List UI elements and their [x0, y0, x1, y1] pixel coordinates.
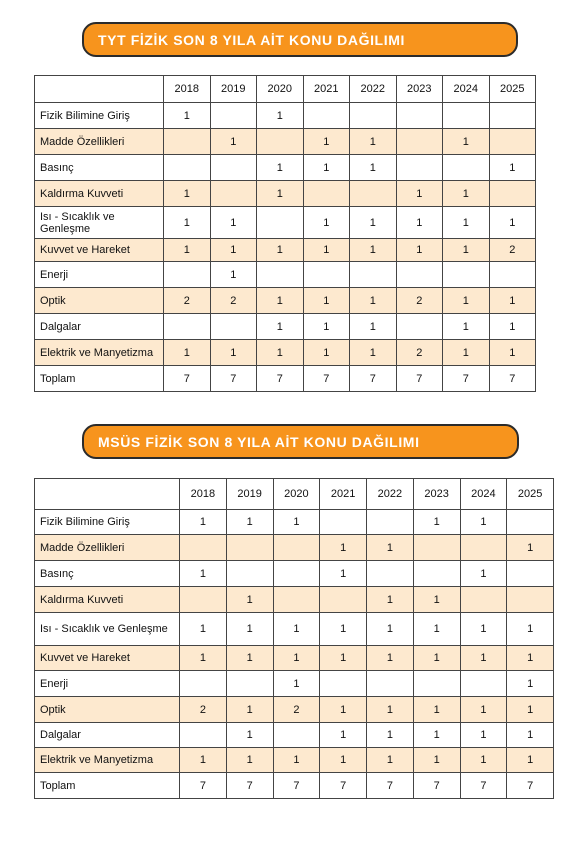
count-cell: 1: [226, 748, 273, 773]
count-cell: 1: [257, 340, 304, 366]
count-cell: 1: [320, 535, 367, 561]
count-cell: 1: [303, 129, 350, 155]
count-cell: [507, 561, 554, 587]
topic-cell: Optik: [35, 288, 164, 314]
count-cell: 1: [273, 510, 320, 535]
count-cell: 1: [460, 697, 507, 723]
table-row: [35, 314, 536, 340]
tyt-distribution-table: [34, 75, 536, 392]
count-cell: 1: [443, 314, 490, 340]
count-cell: 1: [164, 340, 211, 366]
count-cell: 7: [226, 773, 273, 799]
count-cell: 1: [489, 314, 536, 340]
count-cell: [443, 262, 490, 288]
count-cell: [210, 103, 257, 129]
count-cell: 7: [350, 366, 397, 392]
count-cell: 1: [273, 646, 320, 671]
tyt-title-banner: [82, 22, 518, 57]
count-cell: [489, 181, 536, 207]
count-cell: 1: [180, 613, 227, 646]
topic-cell: Dalgalar: [35, 723, 180, 748]
tyt-title: TYT FİZİK SON 8 YILA AİT KONU DAĞILIMI: [98, 31, 405, 48]
topic-cell: Fizik Bilimine Giriş: [35, 510, 180, 535]
table-row: [35, 613, 554, 646]
count-cell: 1: [367, 646, 414, 671]
count-cell: 1: [460, 561, 507, 587]
count-cell: 1: [396, 181, 443, 207]
count-cell: 2: [273, 697, 320, 723]
count-cell: 1: [320, 613, 367, 646]
count-cell: 1: [489, 207, 536, 239]
count-cell: [320, 587, 367, 613]
count-cell: 1: [413, 510, 460, 535]
table-row: [35, 697, 554, 723]
count-cell: [164, 262, 211, 288]
count-cell: [443, 103, 490, 129]
count-cell: 1: [210, 129, 257, 155]
count-cell: 1: [210, 239, 257, 262]
count-cell: 1: [226, 587, 273, 613]
year-header: 2024: [443, 76, 490, 103]
count-cell: 1: [257, 103, 304, 129]
count-cell: 1: [443, 288, 490, 314]
count-cell: 1: [320, 723, 367, 748]
count-cell: 1: [413, 587, 460, 613]
count-cell: [460, 535, 507, 561]
count-cell: 7: [367, 773, 414, 799]
count-cell: [350, 103, 397, 129]
count-cell: 1: [257, 155, 304, 181]
count-cell: 1: [273, 671, 320, 697]
count-cell: [226, 535, 273, 561]
count-cell: 1: [180, 561, 227, 587]
count-cell: 1: [367, 535, 414, 561]
count-cell: 1: [180, 748, 227, 773]
count-cell: [257, 262, 304, 288]
count-cell: 1: [489, 340, 536, 366]
table-row: [35, 646, 554, 671]
year-header: 2019: [226, 479, 273, 510]
count-cell: 7: [210, 366, 257, 392]
msus-title-banner: [82, 424, 519, 459]
topic-cell: Kuvvet ve Hareket: [35, 239, 164, 262]
count-cell: 1: [460, 613, 507, 646]
topic-cell: Dalgalar: [35, 314, 164, 340]
year-header: 2025: [507, 479, 554, 510]
count-cell: [489, 262, 536, 288]
year-header: 2025: [489, 76, 536, 103]
header-row: [35, 479, 554, 510]
topic-cell: Basınç: [35, 155, 164, 181]
count-cell: [320, 671, 367, 697]
table-row: [35, 262, 536, 288]
count-cell: [396, 155, 443, 181]
count-cell: 1: [350, 207, 397, 239]
count-cell: 1: [413, 646, 460, 671]
count-cell: [303, 103, 350, 129]
count-cell: [413, 671, 460, 697]
count-cell: 1: [303, 288, 350, 314]
count-cell: [396, 129, 443, 155]
topic-cell: Isı - Sıcaklık ve Genleşme: [35, 613, 180, 646]
count-cell: [273, 723, 320, 748]
count-cell: 1: [507, 723, 554, 748]
count-cell: [164, 129, 211, 155]
count-cell: [396, 314, 443, 340]
count-cell: 1: [460, 748, 507, 773]
count-cell: [507, 587, 554, 613]
count-cell: [180, 723, 227, 748]
count-cell: 1: [273, 748, 320, 773]
table-row: [35, 671, 554, 697]
count-cell: 7: [180, 773, 227, 799]
count-cell: [303, 262, 350, 288]
count-cell: [507, 510, 554, 535]
topic-cell: Toplam: [35, 773, 180, 799]
table-row: [35, 129, 536, 155]
topic-cell: Kaldırma Kuvveti: [35, 181, 164, 207]
count-cell: [210, 314, 257, 340]
count-cell: 7: [507, 773, 554, 799]
count-cell: 1: [507, 697, 554, 723]
count-cell: [396, 262, 443, 288]
count-cell: [303, 181, 350, 207]
table-row: [35, 207, 536, 239]
count-cell: [273, 561, 320, 587]
count-cell: 1: [210, 207, 257, 239]
count-cell: [180, 671, 227, 697]
count-cell: [164, 155, 211, 181]
topic-cell: Enerji: [35, 671, 180, 697]
count-cell: 1: [303, 340, 350, 366]
count-cell: [180, 535, 227, 561]
count-cell: 1: [413, 748, 460, 773]
count-cell: 1: [350, 239, 397, 262]
count-cell: 1: [460, 646, 507, 671]
year-header: 2024: [460, 479, 507, 510]
count-cell: [226, 671, 273, 697]
count-cell: 1: [507, 671, 554, 697]
count-cell: [489, 103, 536, 129]
count-cell: [413, 561, 460, 587]
count-cell: 1: [367, 697, 414, 723]
table-row: [35, 340, 536, 366]
year-header: 2021: [303, 76, 350, 103]
count-cell: 1: [507, 535, 554, 561]
count-cell: 1: [303, 314, 350, 340]
count-cell: 1: [350, 155, 397, 181]
count-cell: 1: [320, 697, 367, 723]
msus-distribution-table: [34, 478, 554, 799]
topic-cell: Kaldırma Kuvveti: [35, 587, 180, 613]
count-cell: [396, 103, 443, 129]
count-cell: 7: [396, 366, 443, 392]
count-cell: 1: [507, 613, 554, 646]
count-cell: 2: [210, 288, 257, 314]
count-cell: [226, 561, 273, 587]
count-cell: [350, 262, 397, 288]
corner-cell: [35, 479, 180, 510]
count-cell: [257, 207, 304, 239]
count-cell: [273, 587, 320, 613]
topic-cell: Elektrik ve Manyetizma: [35, 748, 180, 773]
count-cell: 1: [350, 288, 397, 314]
msus-title: MSÜS FİZİK SON 8 YILA AİT KONU DAĞILIMI: [98, 433, 420, 450]
count-cell: 1: [413, 723, 460, 748]
table-row: [35, 561, 554, 587]
count-cell: 1: [257, 314, 304, 340]
count-cell: 1: [320, 561, 367, 587]
count-cell: 1: [180, 510, 227, 535]
count-cell: [460, 671, 507, 697]
header-row: [35, 76, 536, 103]
count-cell: 1: [226, 510, 273, 535]
count-cell: 1: [460, 510, 507, 535]
table-row: [35, 748, 554, 773]
count-cell: 1: [443, 207, 490, 239]
table-row: [35, 181, 536, 207]
table-row: [35, 366, 536, 392]
count-cell: 1: [443, 181, 490, 207]
count-cell: 1: [320, 748, 367, 773]
topic-cell: Elektrik ve Manyetizma: [35, 340, 164, 366]
count-cell: 1: [443, 129, 490, 155]
table-row: [35, 535, 554, 561]
year-header: 2023: [396, 76, 443, 103]
count-cell: 1: [273, 613, 320, 646]
count-cell: 1: [413, 697, 460, 723]
count-cell: [273, 535, 320, 561]
topic-cell: Optik: [35, 697, 180, 723]
count-cell: [367, 510, 414, 535]
count-cell: 1: [303, 155, 350, 181]
count-cell: 7: [164, 366, 211, 392]
count-cell: 1: [320, 646, 367, 671]
year-header: 2018: [180, 479, 227, 510]
count-cell: 1: [257, 239, 304, 262]
year-header: 2020: [273, 479, 320, 510]
count-cell: 7: [320, 773, 367, 799]
count-cell: 1: [226, 613, 273, 646]
count-cell: [460, 587, 507, 613]
count-cell: 1: [396, 239, 443, 262]
count-cell: 2: [396, 340, 443, 366]
count-cell: [367, 671, 414, 697]
topic-cell: Enerji: [35, 262, 164, 288]
count-cell: 7: [257, 366, 304, 392]
count-cell: 2: [180, 697, 227, 723]
count-cell: 1: [443, 340, 490, 366]
count-cell: [443, 155, 490, 181]
count-cell: [210, 181, 257, 207]
count-cell: 1: [350, 340, 397, 366]
count-cell: 1: [489, 155, 536, 181]
year-header: 2023: [413, 479, 460, 510]
count-cell: 1: [257, 181, 304, 207]
count-cell: 1: [164, 239, 211, 262]
count-cell: [350, 181, 397, 207]
count-cell: 1: [367, 723, 414, 748]
count-cell: [210, 155, 257, 181]
count-cell: 1: [303, 239, 350, 262]
table-row: [35, 155, 536, 181]
topic-cell: Basınç: [35, 561, 180, 587]
table-row: [35, 510, 554, 535]
count-cell: 1: [489, 288, 536, 314]
count-cell: 7: [460, 773, 507, 799]
count-cell: 2: [164, 288, 211, 314]
count-cell: 7: [443, 366, 490, 392]
count-cell: 1: [350, 129, 397, 155]
count-cell: 7: [413, 773, 460, 799]
count-cell: 1: [164, 181, 211, 207]
count-cell: 1: [367, 613, 414, 646]
count-cell: [164, 314, 211, 340]
year-header: 2022: [350, 76, 397, 103]
count-cell: [367, 561, 414, 587]
count-cell: [413, 535, 460, 561]
count-cell: 1: [226, 723, 273, 748]
count-cell: 1: [367, 748, 414, 773]
year-header: 2019: [210, 76, 257, 103]
table-row: [35, 103, 536, 129]
count-cell: [257, 129, 304, 155]
count-cell: 1: [210, 340, 257, 366]
count-cell: 2: [489, 239, 536, 262]
count-cell: 1: [164, 103, 211, 129]
topic-cell: Madde Özellikleri: [35, 535, 180, 561]
table-row: [35, 239, 536, 262]
count-cell: 7: [303, 366, 350, 392]
table-row: [35, 773, 554, 799]
count-cell: 1: [164, 207, 211, 239]
count-cell: [320, 510, 367, 535]
count-cell: 1: [210, 262, 257, 288]
count-cell: 1: [226, 646, 273, 671]
topic-cell: Toplam: [35, 366, 164, 392]
table-row: [35, 587, 554, 613]
count-cell: 1: [507, 748, 554, 773]
year-header: 2020: [257, 76, 304, 103]
count-cell: [180, 587, 227, 613]
year-header: 2021: [320, 479, 367, 510]
count-cell: 1: [396, 207, 443, 239]
count-cell: 1: [350, 314, 397, 340]
count-cell: 1: [507, 646, 554, 671]
table-row: [35, 723, 554, 748]
count-cell: 1: [226, 697, 273, 723]
topic-cell: Isı - Sıcaklık ve Genleşme: [35, 207, 164, 239]
count-cell: 1: [367, 587, 414, 613]
count-cell: 7: [489, 366, 536, 392]
count-cell: 1: [180, 646, 227, 671]
corner-cell: [35, 76, 164, 103]
count-cell: 1: [257, 288, 304, 314]
topic-cell: Fizik Bilimine Giriş: [35, 103, 164, 129]
table-row: [35, 288, 536, 314]
count-cell: 1: [460, 723, 507, 748]
count-cell: 1: [443, 239, 490, 262]
year-header: 2022: [367, 479, 414, 510]
count-cell: 7: [273, 773, 320, 799]
topic-cell: Kuvvet ve Hareket: [35, 646, 180, 671]
year-header: 2018: [164, 76, 211, 103]
topic-cell: Madde Özellikleri: [35, 129, 164, 155]
count-cell: 2: [396, 288, 443, 314]
count-cell: [489, 129, 536, 155]
count-cell: 1: [413, 613, 460, 646]
count-cell: 1: [303, 207, 350, 239]
